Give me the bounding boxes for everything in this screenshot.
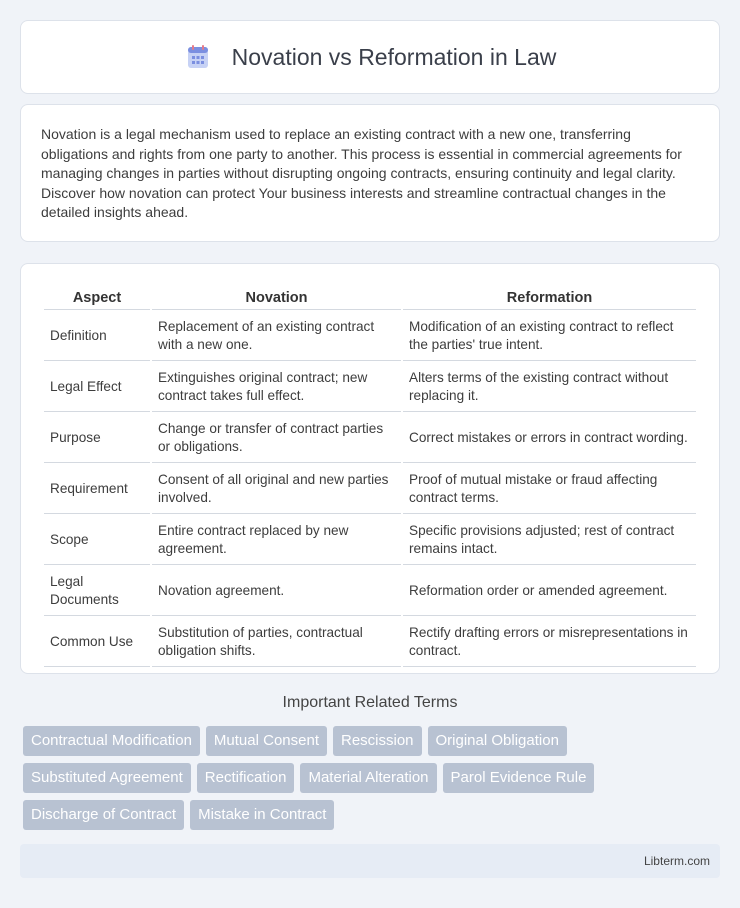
- table-row: [44, 312, 696, 361]
- cell-novation: Change or transfer of contract parties or obligations.: [152, 414, 401, 463]
- cell-reformation: Alters terms of the existing contract without replacing it.: [403, 363, 696, 412]
- document-calendar-icon: [184, 43, 212, 71]
- header-reformation: Reformation: [403, 286, 696, 310]
- cell-novation: Extinguishes original contract; new contract takes full effect.: [152, 363, 401, 412]
- related-term-tag[interactable]: Rescission: [333, 726, 422, 756]
- related-term-tag[interactable]: Material Alteration: [300, 763, 436, 793]
- cell-novation: Replacement of an existing contract with a new one.: [152, 312, 401, 361]
- related-term-tag[interactable]: Mutual Consent: [206, 726, 327, 756]
- related-terms-title: Important Related Terms: [282, 694, 458, 711]
- footer: [20, 844, 720, 878]
- cell-aspect: Legal Effect: [44, 363, 150, 412]
- cell-novation: Substitution of parties, contractual obligation shifts.: [152, 618, 401, 667]
- header-novation: Novation: [152, 286, 401, 310]
- cell-novation: Entire contract replaced by new agreement.: [152, 516, 401, 565]
- table-row: [44, 567, 696, 616]
- cell-novation: Consent of all original and new parties involved.: [152, 465, 401, 514]
- cell-reformation: Rectify drafting errors or misrepresentations in contract.: [403, 618, 696, 667]
- related-term-tag[interactable]: Mistake in Contract: [190, 800, 334, 830]
- page-title: Novation vs Reformation in Law: [231, 43, 557, 70]
- cell-reformation: Reformation order or amended agreement.: [403, 567, 696, 616]
- cell-aspect: Requirement: [44, 465, 150, 514]
- table-row: [44, 618, 696, 667]
- header-card: [20, 20, 720, 94]
- table-row: [44, 414, 696, 463]
- intro-card: [20, 104, 720, 242]
- header-aspect: Aspect: [44, 286, 150, 310]
- intro-text: Novation is a legal mechanism used to replace an existing contract with a new one, transferring obligations and rights from one party to another. This process is essential in commercial agreements for managing changes in parties without disrupting ongoing contracts, ensuring continuity and legal clarity. Discover how novation can protect Your business interests and streamline contractual changes in the detailed insights ahead.: [41, 126, 682, 221]
- cell-aspect: Definition: [44, 312, 150, 361]
- cell-aspect: Legal Documents: [44, 567, 150, 616]
- table-row: [44, 516, 696, 565]
- cell-aspect: Purpose: [44, 414, 150, 463]
- cell-aspect: Scope: [44, 516, 150, 565]
- table-row: [44, 363, 696, 412]
- footer-site-link[interactable]: Libterm.com: [643, 854, 710, 868]
- related-terms-list: [23, 726, 723, 830]
- related-term-tag[interactable]: Discharge of Contract: [23, 800, 184, 830]
- cell-reformation: Proof of mutual mistake or fraud affecting contract terms.: [403, 465, 696, 514]
- comparison-card: [20, 263, 720, 674]
- related-term-tag[interactable]: Contractual Modification: [23, 726, 200, 756]
- cell-aspect: Common Use: [44, 618, 150, 667]
- related-term-tag[interactable]: Rectification: [197, 763, 295, 793]
- cell-reformation: Modification of an existing contract to reflect the parties' true intent.: [403, 312, 696, 361]
- related-term-tag[interactable]: Original Obligation: [428, 726, 567, 756]
- table-header-row: [44, 286, 696, 310]
- cell-novation: Novation agreement.: [152, 567, 401, 616]
- related-term-tag[interactable]: Parol Evidence Rule: [443, 763, 595, 793]
- cell-reformation: Correct mistakes or errors in contract wording.: [403, 414, 696, 463]
- related-term-tag[interactable]: Substituted Agreement: [23, 763, 191, 793]
- cell-reformation: Specific provisions adjusted; rest of contract remains intact.: [403, 516, 696, 565]
- table-row: [44, 465, 696, 514]
- comparison-table: [42, 284, 698, 669]
